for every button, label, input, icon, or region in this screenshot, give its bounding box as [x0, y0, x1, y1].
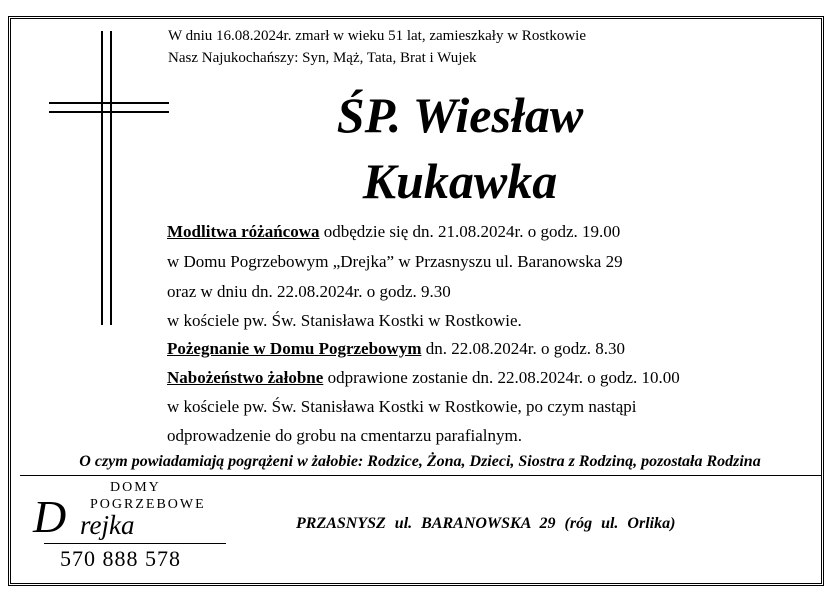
mourners-line: O czym powiadamiają pogrążeni w żałobie: Rodzice, Żona, Dzieci, Siostra z Rodziną, pozostała Rodzina: [79, 453, 761, 470]
ceremony-heading: Modlitwa różańcowa: [167, 222, 320, 241]
cross-icon-line: [110, 31, 112, 325]
cross-icon-arm: [49, 102, 169, 104]
intro-line: Nasz Najukochańszy: Syn, Mąż, Tata, Brat i Wujek: [168, 50, 477, 66]
ceremony-line: Modlitwa różańcowa odbędzie się dn. 21.08.2024r. o godz. 19.00: [167, 222, 621, 241]
cross-icon-arm: [49, 111, 169, 113]
ceremony-heading: Nabożeństwo żałobne: [167, 368, 324, 387]
ceremony-line: Nabożeństwo żałobne odprawione zostanie dn. 22.08.2024r. o godz. 10.00: [167, 368, 680, 387]
ceremony-line: oraz w dniu dn. 22.08.2024r. o godz. 9.30: [167, 282, 451, 301]
logo-name: rejka: [80, 510, 135, 540]
ceremony-line: Pożegnanie w Domu Pogrzebowym dn. 22.08.2024r. o godz. 8.30: [167, 339, 626, 358]
funeral-home-address: PRZASNYSZ ul. BARANOWSKA 29 (róg ul. Orlika): [296, 515, 676, 532]
logo-rule: [44, 543, 226, 544]
logo-text-domy: DOMY: [110, 480, 161, 495]
logo-text-pogrzebowe: POGRZEBOWE: [90, 497, 206, 512]
intro-line: W dniu 16.08.2024r. zmarł w wieku 51 lat, zamieszkały w Rostkowie: [168, 28, 586, 44]
ceremony-line: w Domu Pogrzebowym „Drejka” w Przasnyszu ul. Baranowska 29: [167, 252, 623, 271]
cross-icon: [101, 31, 103, 325]
ceremony-line: w kościele pw. Św. Stanisława Kostki w Rostkowie, po czym nastąpi: [167, 397, 637, 416]
deceased-name-line1: ŚP. Wiesław: [336, 87, 584, 143]
phone-number: 570 888 578: [60, 546, 181, 571]
divider: [20, 475, 822, 476]
ceremony-line: odprowadzenie do grobu na cmentarzu parafialnym.: [167, 426, 522, 445]
logo-initial: D: [33, 491, 67, 542]
ceremony-heading: Pożegnanie w Domu Pogrzebowym: [167, 339, 422, 358]
deceased-name-line2: Kukawka: [362, 153, 558, 209]
ceremony-line: w kościele pw. Św. Stanisława Kostki w Rostkowie.: [167, 311, 522, 330]
